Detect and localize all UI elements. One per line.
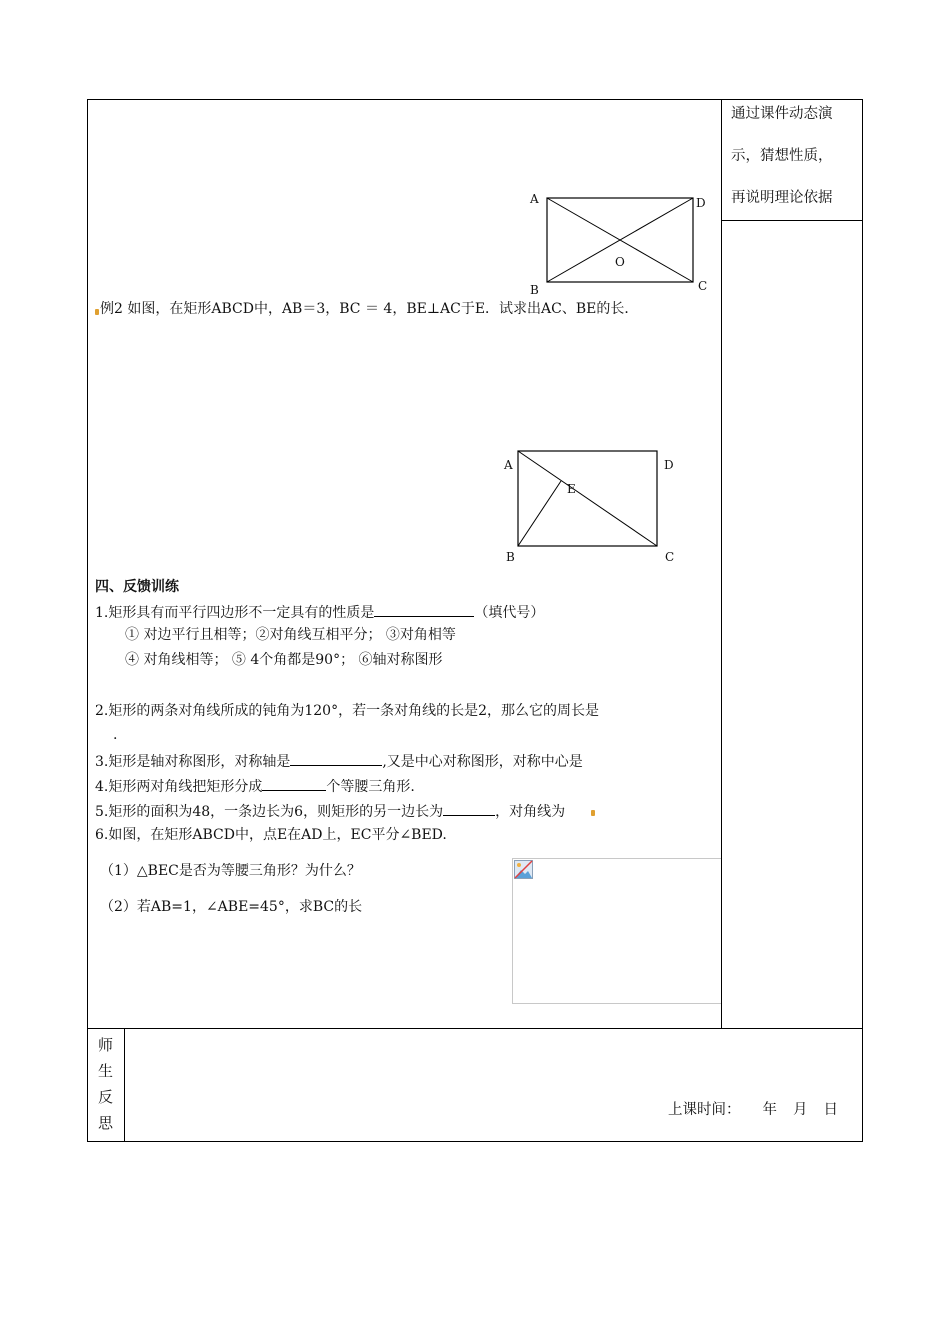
question-1 xyxy=(95,602,544,622)
question-4-tail: 个等腰三角形. xyxy=(326,779,415,795)
class-time-day: 日 xyxy=(823,1102,838,1118)
class-time-month: 月 xyxy=(793,1102,808,1118)
fig1-label-b: B xyxy=(530,283,539,297)
anchor-marker xyxy=(95,309,99,315)
table-row-divider xyxy=(87,1028,863,1029)
fig1-label-o: O xyxy=(615,255,625,269)
table-bottom-border xyxy=(87,1141,863,1142)
answer-blank xyxy=(443,801,495,816)
question-3-tail: ,又是中心对称图形，对称中心是 xyxy=(382,754,583,770)
question-4 xyxy=(95,776,415,796)
answer-blank xyxy=(374,602,474,617)
table-left-border xyxy=(87,99,88,1142)
question-3 xyxy=(95,751,583,771)
question-5-tail: ，对角线为 xyxy=(495,804,566,820)
question-1-text: 1.矩形具有而平行四边形不一定具有的性质是 xyxy=(95,605,375,621)
question-6: 6.如图，在矩形ABCD中，点E在AD上，EC平分∠BED. xyxy=(95,827,447,843)
class-time-label: 上课时间： xyxy=(668,1102,741,1118)
question-1-options-row-2: ④ 对角线相等； ⑤ 4个角都是90°； ⑥轴对称图形 xyxy=(125,652,443,668)
question-6-part-2: （2）若AB=1，∠ABE=45°，求BC的长 xyxy=(100,899,363,915)
fig2-label-c: C xyxy=(665,550,675,564)
reflection-label xyxy=(98,1032,118,1136)
fig2-label-a: A xyxy=(504,458,513,472)
question-6-part-1: （1）△BEC是否为等腰三角形？为什么？ xyxy=(100,863,361,879)
question-5 xyxy=(95,801,565,821)
reflection-label-char: 生 xyxy=(98,1062,114,1080)
reflection-label-char: 师 xyxy=(98,1036,114,1054)
fig1-label-d: D xyxy=(696,196,706,210)
question-1-options-row-1: ① 对边平行且相等；②对角线互相平分； ③对角相等 xyxy=(125,627,456,643)
question-2: 2.矩形的两条对角线所成的钝角为120°，若一条对角线的长是2，那么它的周长是 xyxy=(95,703,599,719)
anchor-marker xyxy=(591,810,595,816)
fig2-label-d: D xyxy=(664,458,674,472)
question-1-suffix: （填代号） xyxy=(474,605,545,621)
rectangle-perpendicular-figure xyxy=(500,440,680,565)
question-4-text: 4.矩形两对角线把矩形分成 xyxy=(95,779,263,795)
reflection-label-char: 反 xyxy=(98,1088,114,1106)
class-time-year: 年 xyxy=(762,1102,777,1118)
question-2-tail: . xyxy=(113,727,118,743)
table-right-border xyxy=(862,99,863,1142)
class-time xyxy=(668,1101,838,1119)
missing-image-frame xyxy=(512,858,721,1004)
answer-blank xyxy=(290,751,382,766)
reflection-label-divider xyxy=(124,1028,125,1142)
rectangle-diagonals-figure xyxy=(520,186,720,296)
side-note-line-1: 通过课件动态演 xyxy=(731,106,833,122)
side-note-divider xyxy=(721,220,863,221)
fig2-label-e: E xyxy=(567,482,576,496)
section-4-title: 四、反馈训练 xyxy=(95,579,179,595)
answer-blank xyxy=(262,776,326,791)
side-note-line-3: 再说明理论依据 xyxy=(731,190,833,206)
fig1-label-c: C xyxy=(698,279,708,293)
side-note-line-2: 示，猜想性质， xyxy=(731,148,833,164)
table-top-border xyxy=(87,99,863,100)
example-2-text: 例2 如图，在矩形ABCD中，AB＝3，BC ＝ 4，BE⊥AC于E．试求出AC、BE的长． xyxy=(100,301,639,317)
broken-image-icon xyxy=(513,859,535,881)
question-5-text: 5.矩形的面积为48，一条边长为6，则矩形的另一边长为 xyxy=(95,804,444,820)
fig2-label-b: B xyxy=(506,550,515,564)
reflection-label-char: 思 xyxy=(98,1114,114,1132)
question-3-text: 3.矩形是轴对称图形，对称轴是 xyxy=(95,754,291,770)
fig1-label-a: A xyxy=(530,192,539,206)
side-column-divider xyxy=(721,99,722,1029)
